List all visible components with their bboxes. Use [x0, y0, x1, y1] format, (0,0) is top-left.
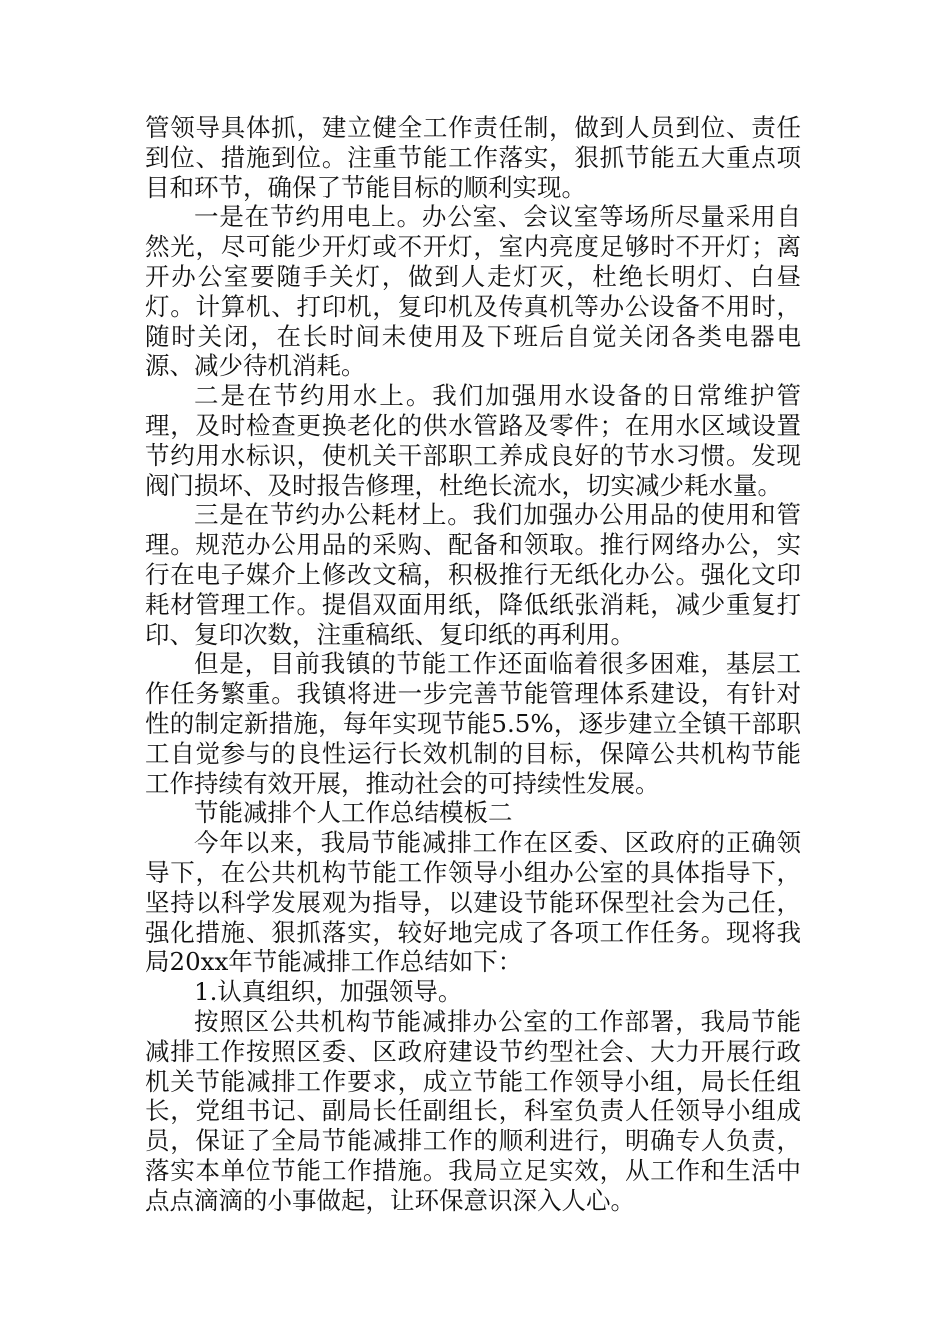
paragraph-water: 二是在节约用水上。我们加强用水设备的日常维护管理，及时检查更换老化的供水管路及零件；在用水区域设置节约用水标识，使机关干部职工养成良好的节水习惯。发现阀门损坏、及时报告修理，杜绝长流水，切实减少耗水量。	[145, 381, 801, 500]
document-body	[145, 113, 801, 1215]
paragraph-intro: 今年以来，我局节能减排工作在区委、区政府的正确领导下，在公共机构节能工作领导小组办公室的具体指导下，坚持以科学发展观为指导，以建设节能环保型社会为己任，强化措施、狠抓落实，较好地完成了各项工作任务。现将我局20xx年节能减排工作总结如下：	[145, 828, 801, 977]
list-item-heading: 1.认真组织，加强领导。	[194, 977, 463, 1007]
paragraph-organization: 按照区公共机构节能减排办公室的工作部署，我局节能减排工作按照区委、区政府建设节约型社会、大力开展行政机关节能减排工作要求，成立节能工作领导小组，局长任组长，党组书记、副局长任副组长，科室负责人任领导小组成员，保证了全局节能减排工作的顺利进行，明确专人负责，落实本单位节能工作措施。我局立足实效，从工作和生活中点点滴滴的小事做起，让环保意识深入人心。	[145, 1006, 801, 1215]
paragraph-office-supplies: 三是在节约办公耗材上。我们加强办公用品的使用和管理。规范办公用品的采购、配备和领取。推行网络办公，实行在电子媒介上修改文稿，积极推行无纸化办公。强化文印耗材管理工作。提倡双面用纸，降低纸张消耗，减少重复打印、复印次数，注重稿纸、复印纸的再利用。	[145, 500, 801, 649]
section-heading: 节能减排个人工作总结模板二	[194, 798, 513, 828]
paragraph-electricity: 一是在节约用电上。办公室、会议室等场所尽量采用自然光，尽可能少开灯或不开灯，室内亮度足够时不开灯；离开办公室要随手关灯，做到人走灯灭，杜绝长明灯、白昼灯。计算机、打印机，复印机及传真机等办公设备不用时，随时关闭，在长时间未使用及下班后自觉关闭各类电器电源、减少待机消耗。	[145, 202, 801, 381]
paragraph-difficulties: 但是，目前我镇的节能工作还面临着很多困难，基层工作任务繁重。我镇将进一步完善节能管理体系建设，有针对性的制定新措施，每年实现节能5.5%，逐步建立全镇干部职工自觉参与的良性运行长效机制的目标，保障公共机构节能工作持续有效开展，推动社会的可持续性发展。	[145, 649, 801, 798]
paragraph-continuation: 管领导具体抓，建立健全工作责任制，做到人员到位、责任到位、措施到位。注重节能工作落实，狠抓节能五大重点项目和环节，确保了节能目标的顺利实现。	[145, 113, 801, 202]
